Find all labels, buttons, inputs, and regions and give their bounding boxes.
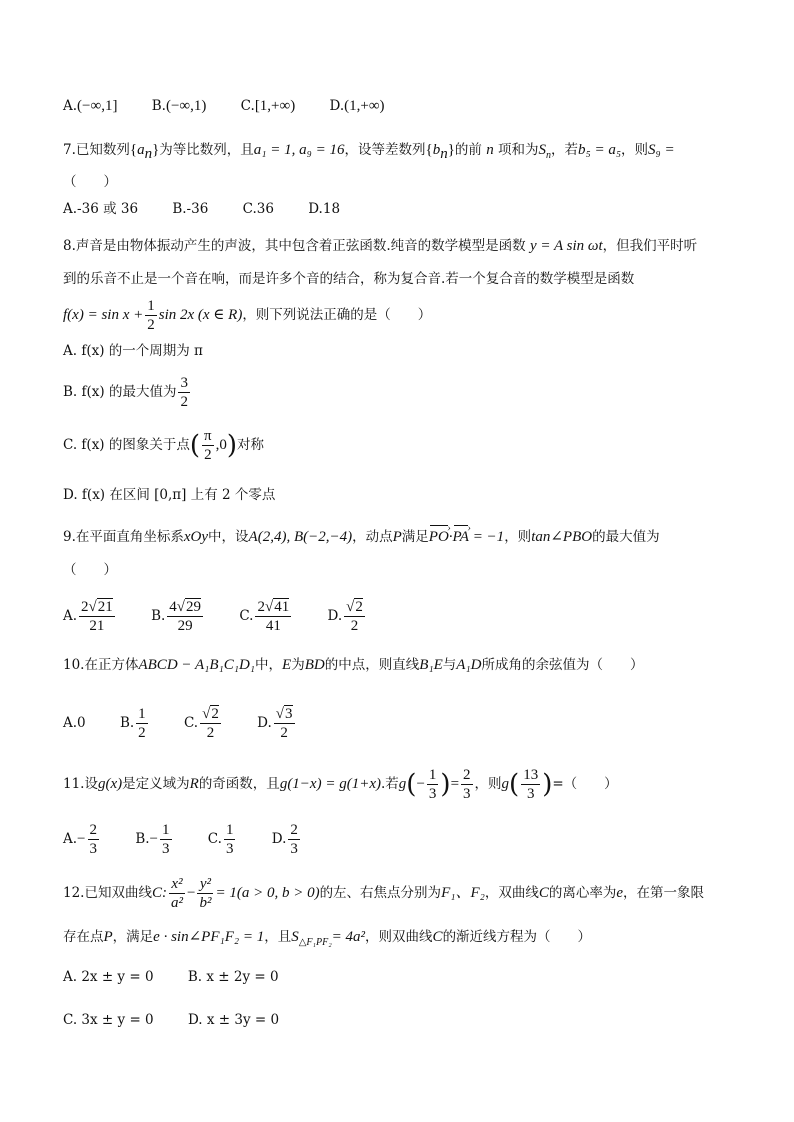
q6-option-c: C.[1,+∞) [240, 98, 296, 114]
q11-option-c: C. $\frac{1}{3}$ [207, 822, 234, 857]
q12-option-d: D. x ± 3y = 0 [187, 1012, 280, 1028]
q10-option-a: A.0 [63, 715, 86, 731]
q11-option-b: B.− $\frac{1}{3}$ [135, 822, 170, 857]
q8-line-3: f(x) = sin x + $\frac{1}{2}$ sin 2x (x ∈ R)，则下列说法正确的是（ ） [63, 298, 432, 333]
q12-options-row-2 [63, 1010, 309, 1030]
q8-line-2: 到的乐音不止是一个音在响，而是许多个音的结合，称为复合音.若一个复合音的数学模型是函数 [63, 271, 635, 287]
q7-paren: （ ） [63, 174, 117, 190]
q8-option-a: A. f(x) 的一个周期为 π [63, 343, 203, 359]
q11-option-a: A.− $\frac{2}{3}$ [63, 822, 98, 857]
q12-stem-2: 存在点P，满足e · sin∠PF₁F₂ = 1，且$S_{\triangle F_1PF_2}= 4a^2$，则双曲线C的渐近线方程为（ ） [63, 929, 592, 948]
q10-option-b: B. $\frac{1}{2}$ [119, 706, 146, 741]
q11-stem: 11.设g(x)是定义域为R的奇函数，且g(1−x) = g(1+x).若g(− $\frac{1}{3}$ )= $\frac{2}{3}$ ，则g( $\frac{13}{3}$ )=（ ） [63, 767, 618, 802]
q7-option-a: A.-36 或 36 [63, 201, 139, 217]
q7-option-b: B.-36 [172, 201, 209, 217]
q9-paren: （ ） [63, 562, 117, 578]
q6-option-d: D.(1,+∞) [329, 98, 385, 114]
q10-option-d: D. $\frac{√3}{2}$ [257, 706, 293, 741]
q12-option-a: A. 2x ± y = 0 [63, 969, 154, 985]
q10-option-c: C. $\frac{√2}{2}$ [183, 706, 219, 741]
q7-option-c: C.36 [242, 201, 274, 217]
q9-option-b: B. $\frac{4√29}{29}$ [151, 599, 202, 634]
q9-option-d: D. $\frac{√2}{2}$ [327, 599, 363, 634]
q7-stem: 7.已知数列$\{a_n\}$为等比数列，且a₁ = 1, a₉ = 16，设等差数列$\{b_n\}$的前 n 项和为$S_n$，若b₅ = a₅，则S₉ = [63, 142, 675, 162]
q8-line-1: 8.声音是由物体振动产生的声波，其中包含着正弦函数.纯音的数学模型是函数 y = A sin ωt，但我们平时听 [63, 238, 698, 254]
q7-options [63, 199, 370, 219]
q10-stem: 10.在正方体ABCD − A₁B₁C₁D₁中，E为BD的中点，则直线B₁E与A₁D所成角的余弦值为（ ） [63, 657, 644, 673]
q6-option-a: A.(−∞,1] [63, 98, 118, 114]
q9-stem: 9.在平面直角坐标系xOy中，设A(2,4), B(−2,−4)，动点P满足PO ›·PA › = −1，则tan∠PBO的最大值为 [63, 527, 660, 547]
q8-option-b: B. f(x) 的最大值为 $\frac{3}{2}$ [63, 375, 188, 410]
q9-option-c: C. $\frac{2√41}{41}$ [239, 599, 290, 634]
q12-option-b: B. x ± 2y = 0 [187, 969, 279, 985]
q12-option-c: C. 3x ± y = 0 [63, 1012, 154, 1028]
q11-options [63, 821, 332, 858]
q6-option-b: B.(−∞,1) [151, 98, 207, 114]
q8-option-c: C. f(x) 的图象关于点( $\frac{\pi}{2}$ ,0)对称 [63, 428, 265, 463]
q9-option-a: A. $\frac{2√21}{21}$ [63, 599, 113, 634]
q8-option-d: D. f(x) 在区间 [0,π] 上有 2 个零点 [63, 487, 276, 503]
q11-option-d: D. $\frac{2}{3}$ [271, 822, 298, 857]
q12-options-row-1 [63, 967, 309, 987]
q7-option-d: D.18 [308, 201, 341, 217]
q10-options [63, 705, 327, 742]
q9-options [63, 598, 397, 635]
q6-options [63, 96, 415, 116]
q12-stem-1: 12.已知双曲线C: $\frac{\text{x²}}{\text{a²}}$ − $\frac{\text{y²}}{\text{b²}}$ = 1(a > 0, b > 0)的左、右焦点分别为F₁、F₂，双曲线C的离心率为e，在第一象限 [63, 876, 705, 911]
